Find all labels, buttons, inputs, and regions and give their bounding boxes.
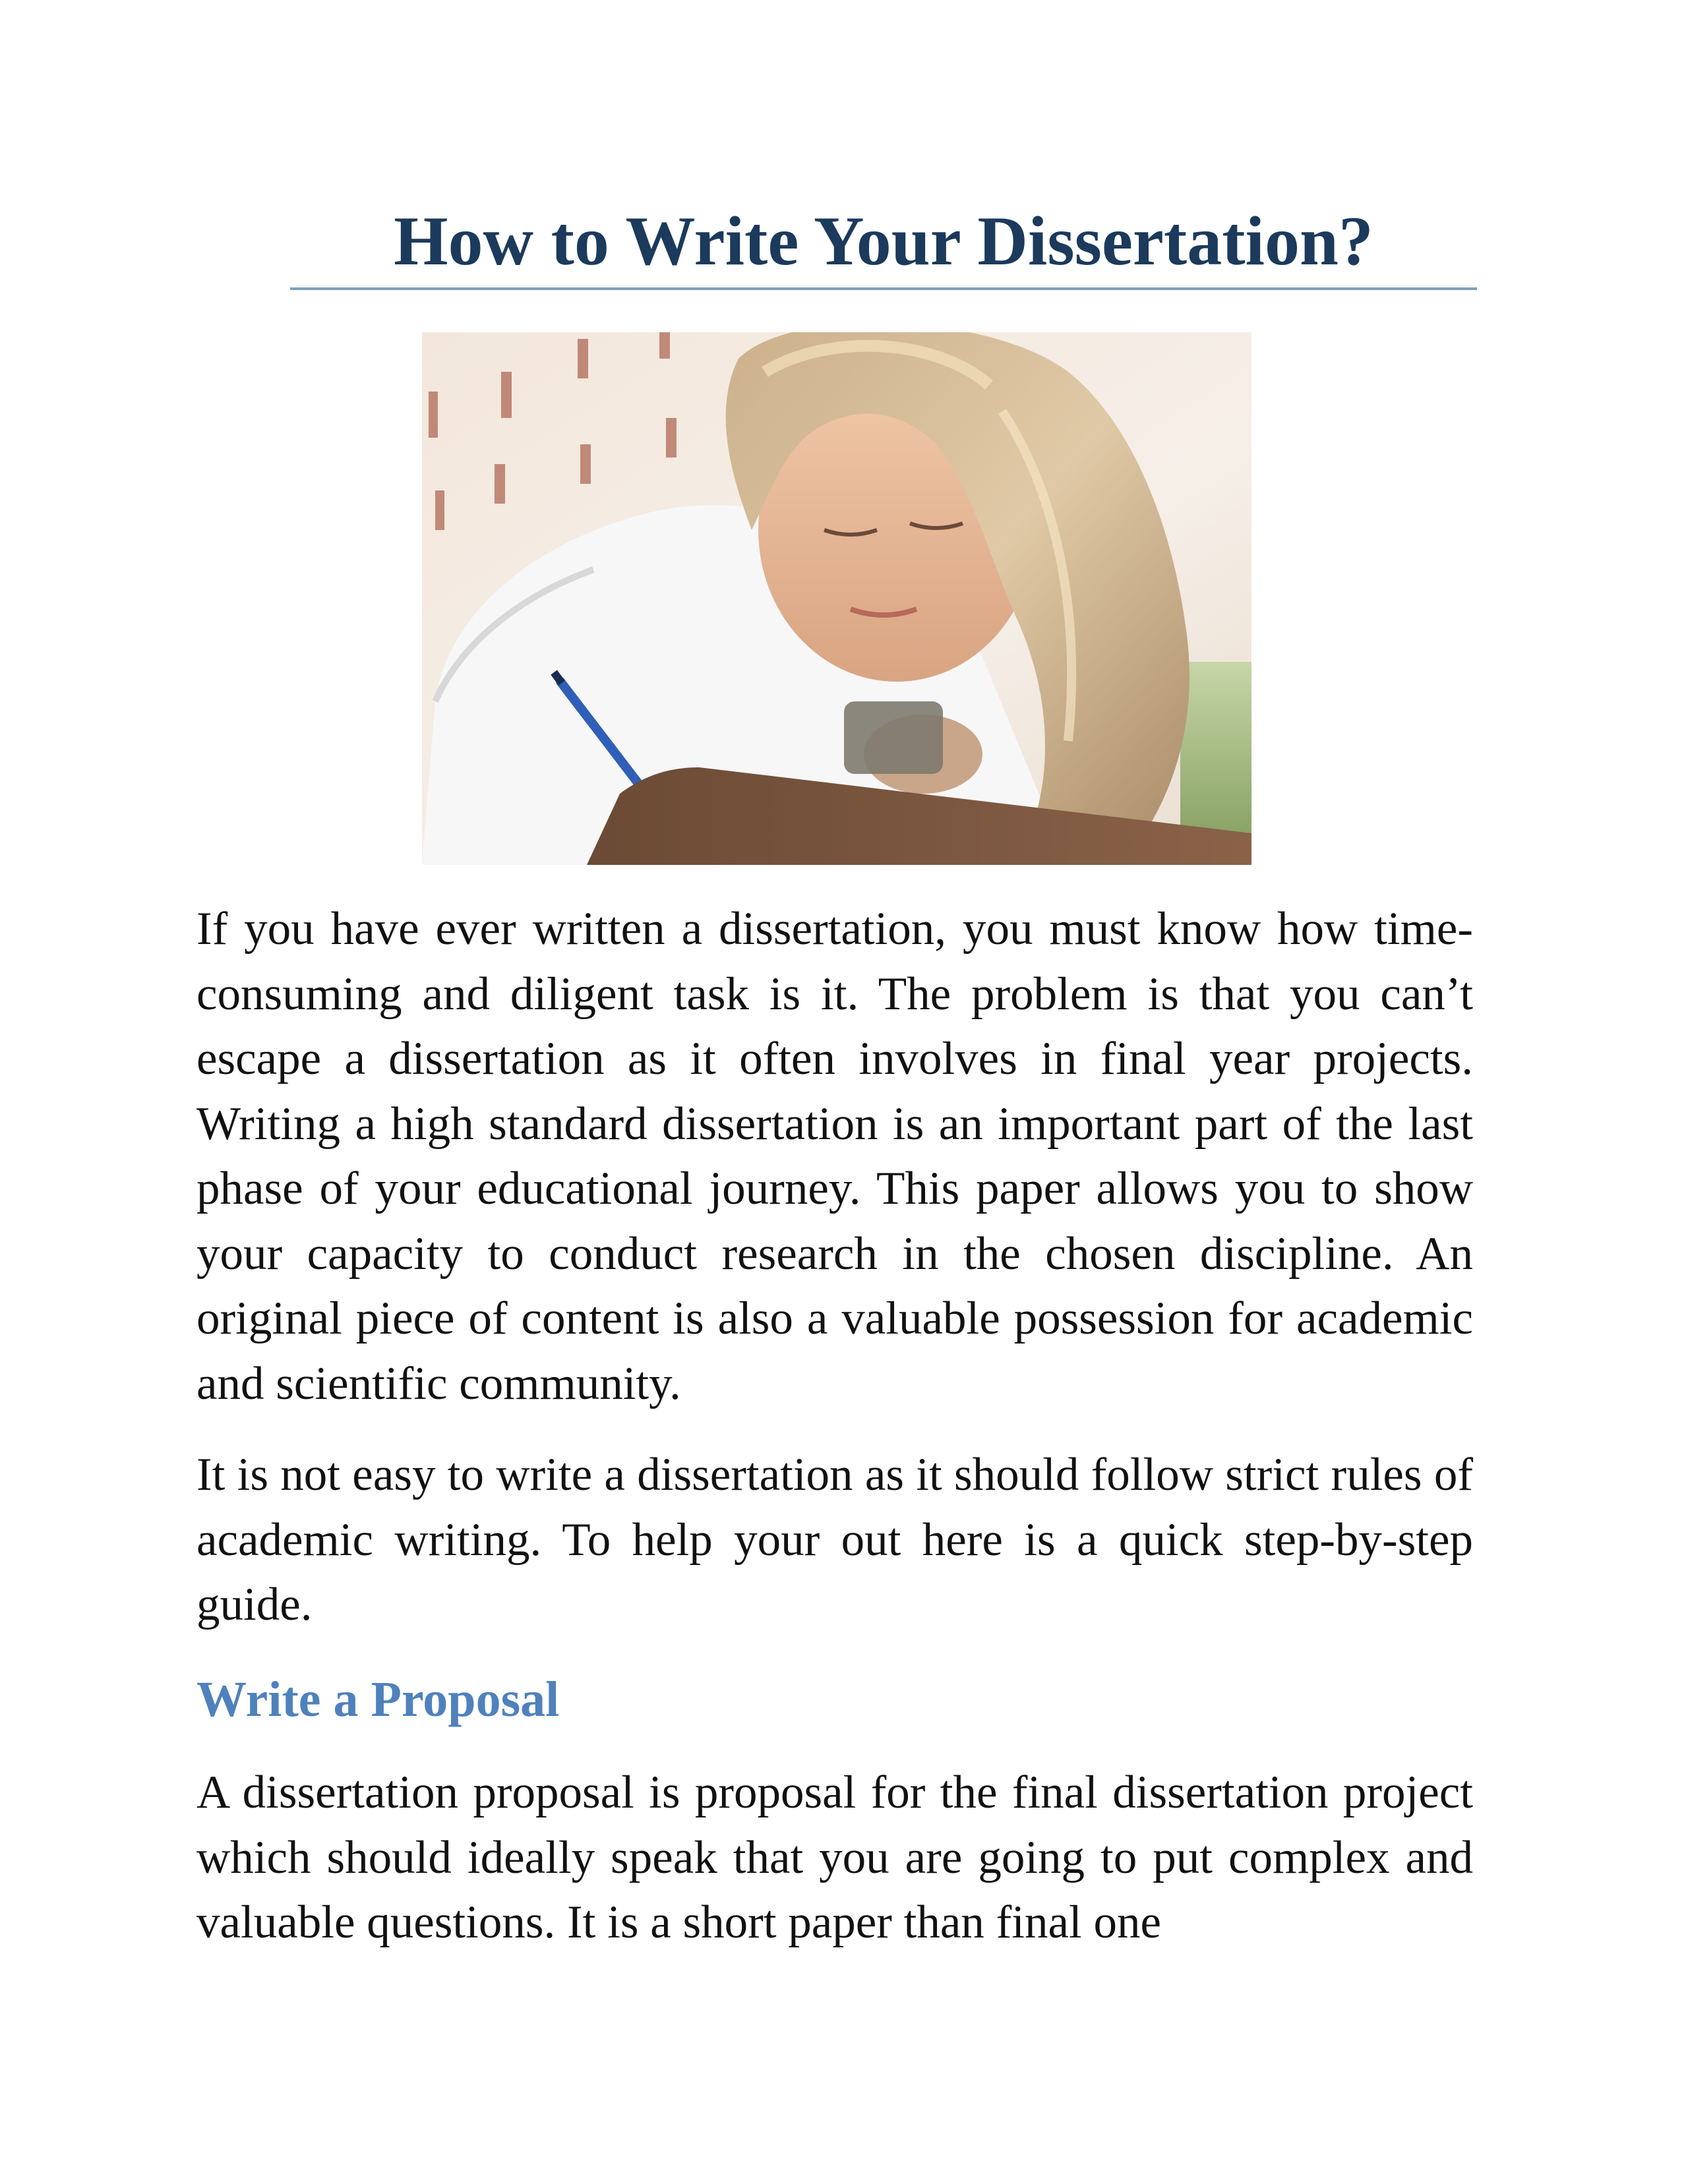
title-underline (290, 287, 1477, 290)
photo-woman-writing-icon (422, 332, 1251, 865)
section-heading: Write a Proposal (196, 1672, 560, 1727)
header-photo (422, 332, 1251, 865)
section-paragraph: A dissertation proposal is proposal for the final dissertation project which should ideally speak that you are going to put complex and valuable questions. It is a short paper than final one (196, 1767, 1473, 1948)
page-title: How to Write Your Dissertation? (394, 202, 1373, 280)
intro-paragraph: If you have ever written a dissertation, you must know how time-consuming and diligent task is it. The problem is that you can’t escape a dissertation as it often involves in final year projects. Writing a high standard dissertation is an important part of the last phase of your educational journey. This paper allows you to show your capacity to conduct research in the chosen discipline. An original piece of content is also a valuable possession for academic and scientific community. (196, 903, 1473, 1409)
guide-paragraph: It is not easy to write a dissertation as it should follow strict rules of academic writing. To help your out here is a quick step-by-step guide. (196, 1449, 1473, 1630)
